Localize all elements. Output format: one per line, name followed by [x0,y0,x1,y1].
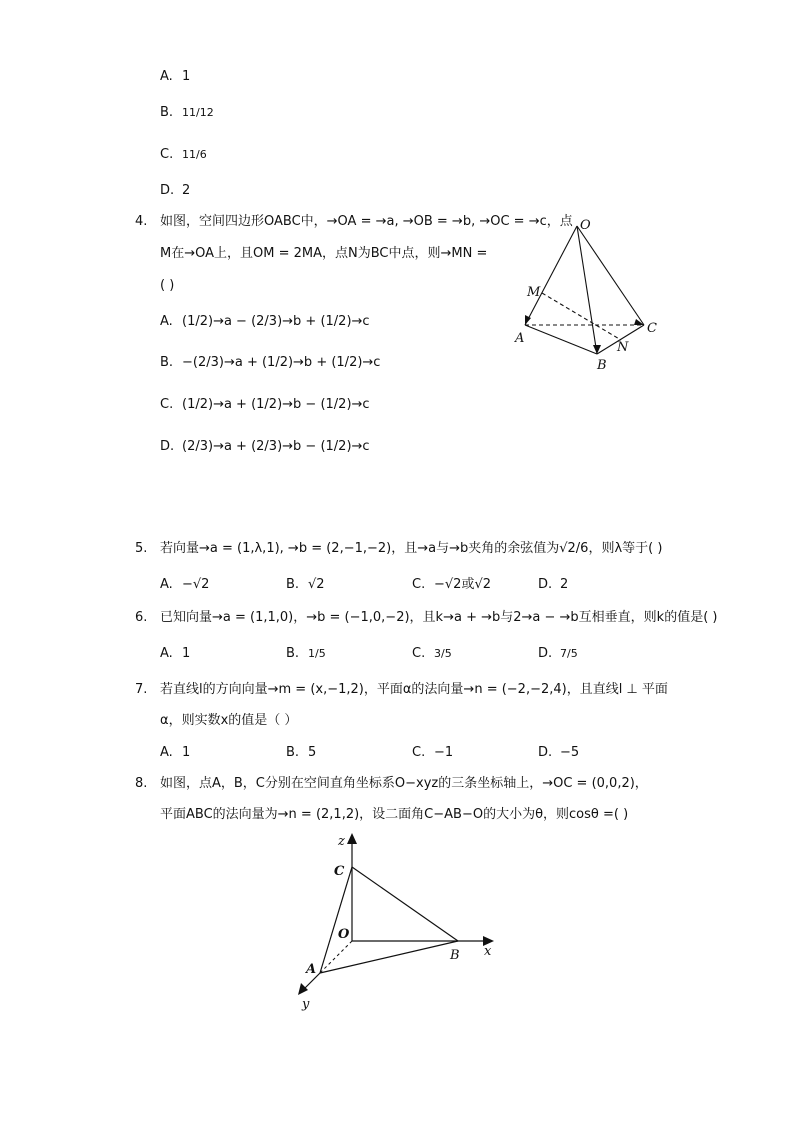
edge-cb [352,867,458,941]
option-label: C. [412,646,426,661]
q6-option-c [412,647,452,660]
q7-number: 7. [135,682,148,697]
option-text: 1 [182,69,191,84]
option-label: D. [538,577,553,592]
option-label: C. [160,147,174,162]
edge-oc [577,226,644,325]
label-c: C [334,864,345,879]
label-o: O [338,927,350,942]
q8-number: 8. [135,776,148,791]
label-a: A [306,962,317,977]
option-label: A. [160,69,173,84]
option-label: B. [286,745,300,760]
q5-option-d [538,578,568,591]
option-label: B. [286,577,300,592]
option-text: 11/12 [182,106,214,119]
q3-option-d [160,184,190,197]
label-a: A [515,331,525,346]
option-label: A. [160,314,173,329]
option-text: (1/2)→a + (1/2)→b − (1/2)→c [182,397,370,412]
label-o: O [580,218,591,233]
label-z: z [338,834,345,849]
option-text: −1 [434,745,454,760]
label-m: M [527,285,541,300]
q5-option-b [286,578,325,591]
option-label: C. [160,397,174,412]
q7-option-c [412,746,453,759]
option-label: A. [160,577,173,592]
label-x: x [484,944,492,959]
option-text: 1 [182,646,191,661]
q7-stem-line1: 若直线l的方向向量→m = (x,−1,2)，平面α的法向量→n = (−2,−2,4)，且直线l ⊥ 平面 [160,682,668,697]
segment-mn-dashed [542,293,621,340]
y-arrowhead [298,983,308,995]
option-label: D. [160,183,175,198]
q4-option-a [160,315,370,328]
option-label: A. [160,646,173,661]
option-text: 11/6 [182,148,207,161]
option-text: 2 [182,183,191,198]
q5-stem: 若向量→a = (1,λ,1), →b = (2,−1,−2)，且→a与→b夹角的余弦值为√2/6，则λ等于( ) [160,541,663,556]
option-text: 3/5 [434,647,452,660]
edge-oa [525,226,577,325]
option-text: −√2或√2 [434,577,492,592]
option-label: B. [160,355,174,370]
q4-option-b [160,356,380,369]
option-label: A. [160,745,173,760]
q8-stem-line2: 平面ABC的法向量为→n = (2,1,2)，设二面角C−AB−O的大小为θ，则cosθ =( ) [160,807,629,822]
q4-stem-line2: M在→OA上，且OM = 2MA，点N为BC中点，则→MN = [160,246,488,261]
q3-option-b [160,106,214,119]
label-b: B [450,948,460,963]
q4-option-c [160,398,370,411]
q3-option-c [160,148,207,161]
q5-option-c [412,578,491,591]
q7-stem-line2: α，则实数x的值是（ ） [160,713,298,728]
q6-option-d [538,647,578,660]
edge-ab [320,941,458,973]
q4-number: 4. [135,214,148,229]
label-b: B [597,358,607,373]
option-label: D. [160,439,175,454]
q7-option-d [538,746,579,759]
q8-coordinate-figure [290,825,510,1015]
q8-stem-line1: 如图，点A，B，C分别在空间直角坐标系O−xyz的三条坐标轴上，→OC = (0,0,2)， [160,776,648,791]
option-label: D. [538,745,553,760]
q3-option-a [160,70,190,83]
label-y: y [302,997,310,1012]
option-label: B. [160,105,174,120]
q4-tetrahedron-figure [505,208,675,378]
option-text: 5 [308,745,317,760]
q7-option-b [286,746,316,759]
label-c: C [647,321,657,336]
option-label: B. [286,646,300,661]
q5-number: 5. [135,541,148,556]
option-label: C. [412,577,426,592]
q6-number: 6. [135,610,148,625]
z-arrowhead [347,833,357,844]
option-text: 2 [560,577,569,592]
option-text: 1/5 [308,647,326,660]
edge-ab [525,325,597,354]
arrowhead-a [525,315,531,325]
q6-option-a [160,647,190,660]
q7-option-a [160,746,190,759]
option-text: −5 [560,745,580,760]
option-text: (2/3)→a + (2/3)→b − (1/2)→c [182,439,370,454]
option-text: 1 [182,745,191,760]
option-text: −(2/3)→a + (1/2)→b + (1/2)→c [182,355,381,370]
q4-stem-line3: ( ) [160,278,175,293]
q4-stem-line1: 如图，空间四边形OABC中，→OA = →a, →OB = →b, →OC = →c，点 [160,214,573,229]
edge-ca [320,867,352,973]
edge-ob [577,226,597,354]
q4-option-d [160,440,370,453]
option-text: (1/2)→a − (2/3)→b + (1/2)→c [182,314,370,329]
q6-option-b [286,647,326,660]
option-text: √2 [308,577,325,592]
option-text: −√2 [182,577,210,592]
option-text: 7/5 [560,647,578,660]
label-n: N [617,340,629,355]
option-label: C. [412,745,426,760]
q6-stem: 已知向量→a = (1,1,0)，→b = (−1,0,−2)，且k→a + →b与2→a − →b互相垂直，则k的值是( ) [160,610,718,625]
q5-option-a [160,578,209,591]
option-label: D. [538,646,553,661]
